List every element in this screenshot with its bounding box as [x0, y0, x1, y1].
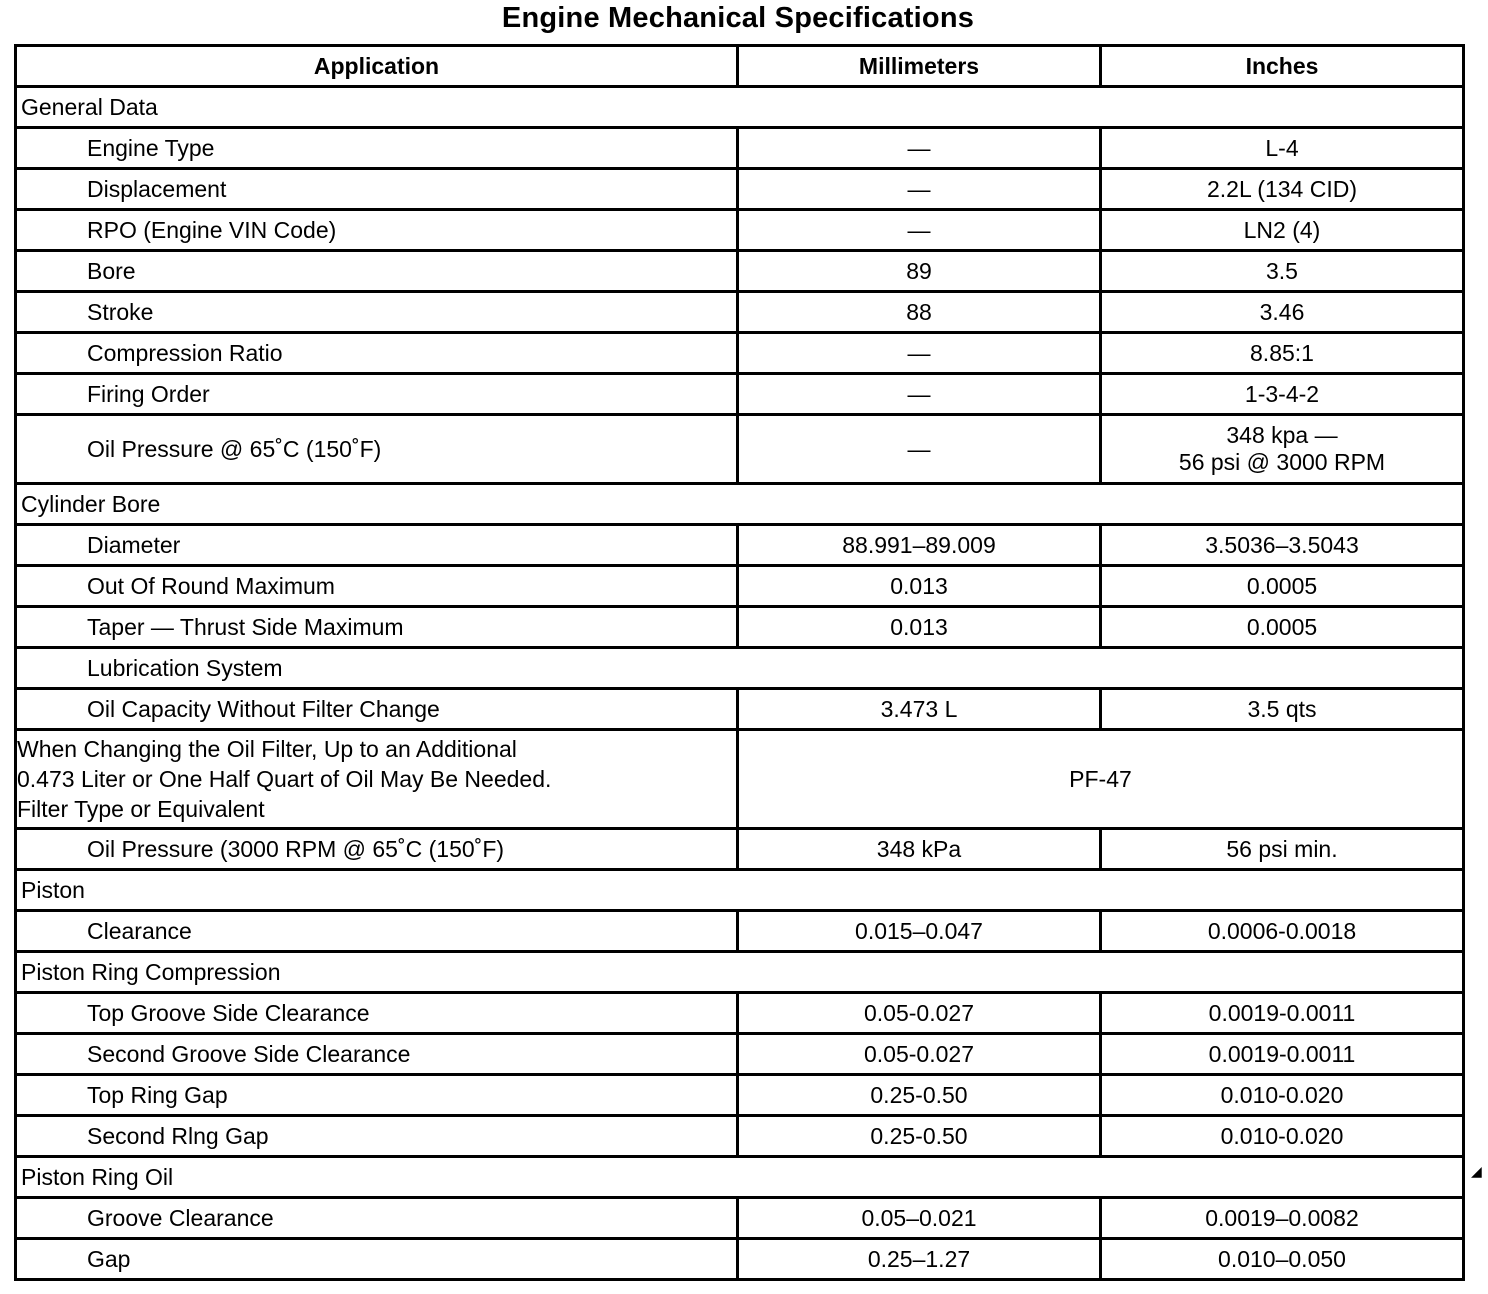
- section-label: Piston Ring Oil: [16, 1157, 1464, 1198]
- cell-mm: 0.013: [738, 607, 1101, 648]
- cell-mm: 0.013: [738, 566, 1101, 607]
- cell-application: Oil Pressure (3000 RPM @ 65˚C (150˚F): [16, 829, 738, 870]
- subsection-label: Lubrication System: [16, 648, 1464, 689]
- table-row: [16, 251, 1464, 292]
- cell-application: Displacement: [16, 169, 738, 210]
- cell-application: Stroke: [16, 292, 738, 333]
- header-application: Application: [16, 46, 738, 87]
- cell-in-line: 56 psi @ 3000 RPM: [1178, 449, 1386, 475]
- cell-application: Bore: [16, 251, 738, 292]
- cell-in: 0.0005: [1101, 566, 1464, 607]
- cell-mm: 0.25–1.27: [738, 1239, 1101, 1280]
- cell-filter-type: PF-47: [738, 730, 1464, 829]
- section-label: General Data: [16, 87, 1464, 128]
- cell-application: Diameter: [16, 525, 738, 566]
- cell-application: Firing Order: [16, 374, 738, 415]
- table-row: [16, 730, 1464, 829]
- cell-mm: 348 kPa: [738, 829, 1101, 870]
- cell-application: Second Rlng Gap: [16, 1116, 738, 1157]
- spec-table: [14, 44, 1465, 1281]
- page-title: Engine Mechanical Specifications: [501, 2, 975, 34]
- cell-mm: 0.015–0.047: [738, 911, 1101, 952]
- note-line: When Changing the Oil Filter, Up to an Additional: [17, 736, 517, 762]
- cell-application: Top Groove Side Clearance: [16, 993, 738, 1034]
- cell-application: Engine Type: [16, 128, 738, 169]
- cell-mm: 0.25-0.50: [738, 1075, 1101, 1116]
- section-row: [16, 1157, 1464, 1198]
- cell-mm: 88: [738, 292, 1101, 333]
- section-label: Piston Ring Compression: [16, 952, 1464, 993]
- cell-mm: 0.25-0.50: [738, 1116, 1101, 1157]
- cell-in: 8.85:1: [1101, 333, 1464, 374]
- cell-mm: 88.991–89.009: [738, 525, 1101, 566]
- table-row: [16, 993, 1464, 1034]
- cell-in: 0.010-0.020: [1101, 1075, 1464, 1116]
- cell-in: 0.0019-0.0011: [1101, 1034, 1464, 1075]
- cell-in: 3.5036–3.5043: [1101, 525, 1464, 566]
- scan-mark: ◢: [1471, 1163, 1482, 1179]
- table-row: [16, 169, 1464, 210]
- table-row: [16, 1198, 1464, 1239]
- cell-application: [16, 730, 738, 829]
- cell-mm: —: [738, 415, 1101, 484]
- cell-mm: 0.05-0.027: [738, 993, 1101, 1034]
- table-row: [16, 415, 1464, 484]
- note-line: Filter Type or Equivalent: [17, 796, 265, 822]
- section-row: [16, 870, 1464, 911]
- table-row: [16, 829, 1464, 870]
- cell-in: LN2 (4): [1101, 210, 1464, 251]
- cell-application: Taper — Thrust Side Maximum: [16, 607, 738, 648]
- cell-mm: 89: [738, 251, 1101, 292]
- cell-in: 0.0019–0.0082: [1101, 1198, 1464, 1239]
- table-row: [16, 525, 1464, 566]
- cell-mm: —: [738, 169, 1101, 210]
- cell-mm: —: [738, 374, 1101, 415]
- cell-in: L-4: [1101, 128, 1464, 169]
- cell-application: Oil Capacity Without Filter Change: [16, 689, 738, 730]
- header-inches: Inches: [1101, 46, 1464, 87]
- cell-mm: 0.05-0.027: [738, 1034, 1101, 1075]
- table-row: [16, 1034, 1464, 1075]
- section-label: Cylinder Bore: [16, 484, 1464, 525]
- cell-mm: —: [738, 333, 1101, 374]
- cell-in: 0.0019-0.0011: [1101, 993, 1464, 1034]
- cell-in: [1101, 415, 1464, 484]
- cell-in: 1-3-4-2: [1101, 374, 1464, 415]
- cell-application: Groove Clearance: [16, 1198, 738, 1239]
- cell-in: 0.010-0.020: [1101, 1116, 1464, 1157]
- section-row: [16, 87, 1464, 128]
- table-row: [16, 1239, 1464, 1280]
- cell-mm: 3.473 L: [738, 689, 1101, 730]
- table-row: [16, 689, 1464, 730]
- table-row: [16, 911, 1464, 952]
- cell-in: 56 psi min.: [1101, 829, 1464, 870]
- cell-application: Clearance: [16, 911, 738, 952]
- cell-application: Compression Ratio: [16, 333, 738, 374]
- cell-in: 0.0006-0.0018: [1101, 911, 1464, 952]
- cell-application: Second Groove Side Clearance: [16, 1034, 738, 1075]
- cell-in: 3.5 qts: [1101, 689, 1464, 730]
- cell-in: 2.2L (134 CID): [1101, 169, 1464, 210]
- table-row: [16, 1116, 1464, 1157]
- cell-in-line: 348 kpa —: [1226, 422, 1338, 448]
- note-line: 0.473 Liter or One Half Quart of Oil May Be Needed.: [17, 766, 552, 792]
- header-row: [16, 46, 1464, 87]
- cell-application: Gap: [16, 1239, 738, 1280]
- table-row: [16, 566, 1464, 607]
- table-row: [16, 128, 1464, 169]
- table-row: [16, 292, 1464, 333]
- section-row: [16, 484, 1464, 525]
- cell-application: Out Of Round Maximum: [16, 566, 738, 607]
- cell-mm: —: [738, 128, 1101, 169]
- table-row: [16, 607, 1464, 648]
- section-label: Piston: [16, 870, 1464, 911]
- cell-mm: 0.05–0.021: [738, 1198, 1101, 1239]
- table-row: [16, 210, 1464, 251]
- header-millimeters: Millimeters: [738, 46, 1101, 87]
- subsection-row: [16, 648, 1464, 689]
- cell-in: 0.010–0.050: [1101, 1239, 1464, 1280]
- cell-mm: —: [738, 210, 1101, 251]
- cell-application: RPO (Engine VIN Code): [16, 210, 738, 251]
- cell-application: Oil Pressure @ 65˚C (150˚F): [16, 415, 738, 484]
- cell-in: 3.5: [1101, 251, 1464, 292]
- table-row: [16, 1075, 1464, 1116]
- cell-in: 3.46: [1101, 292, 1464, 333]
- table-row: [16, 333, 1464, 374]
- cell-in: 0.0005: [1101, 607, 1464, 648]
- section-row: [16, 952, 1464, 993]
- table-row: [16, 374, 1464, 415]
- cell-application: Top Ring Gap: [16, 1075, 738, 1116]
